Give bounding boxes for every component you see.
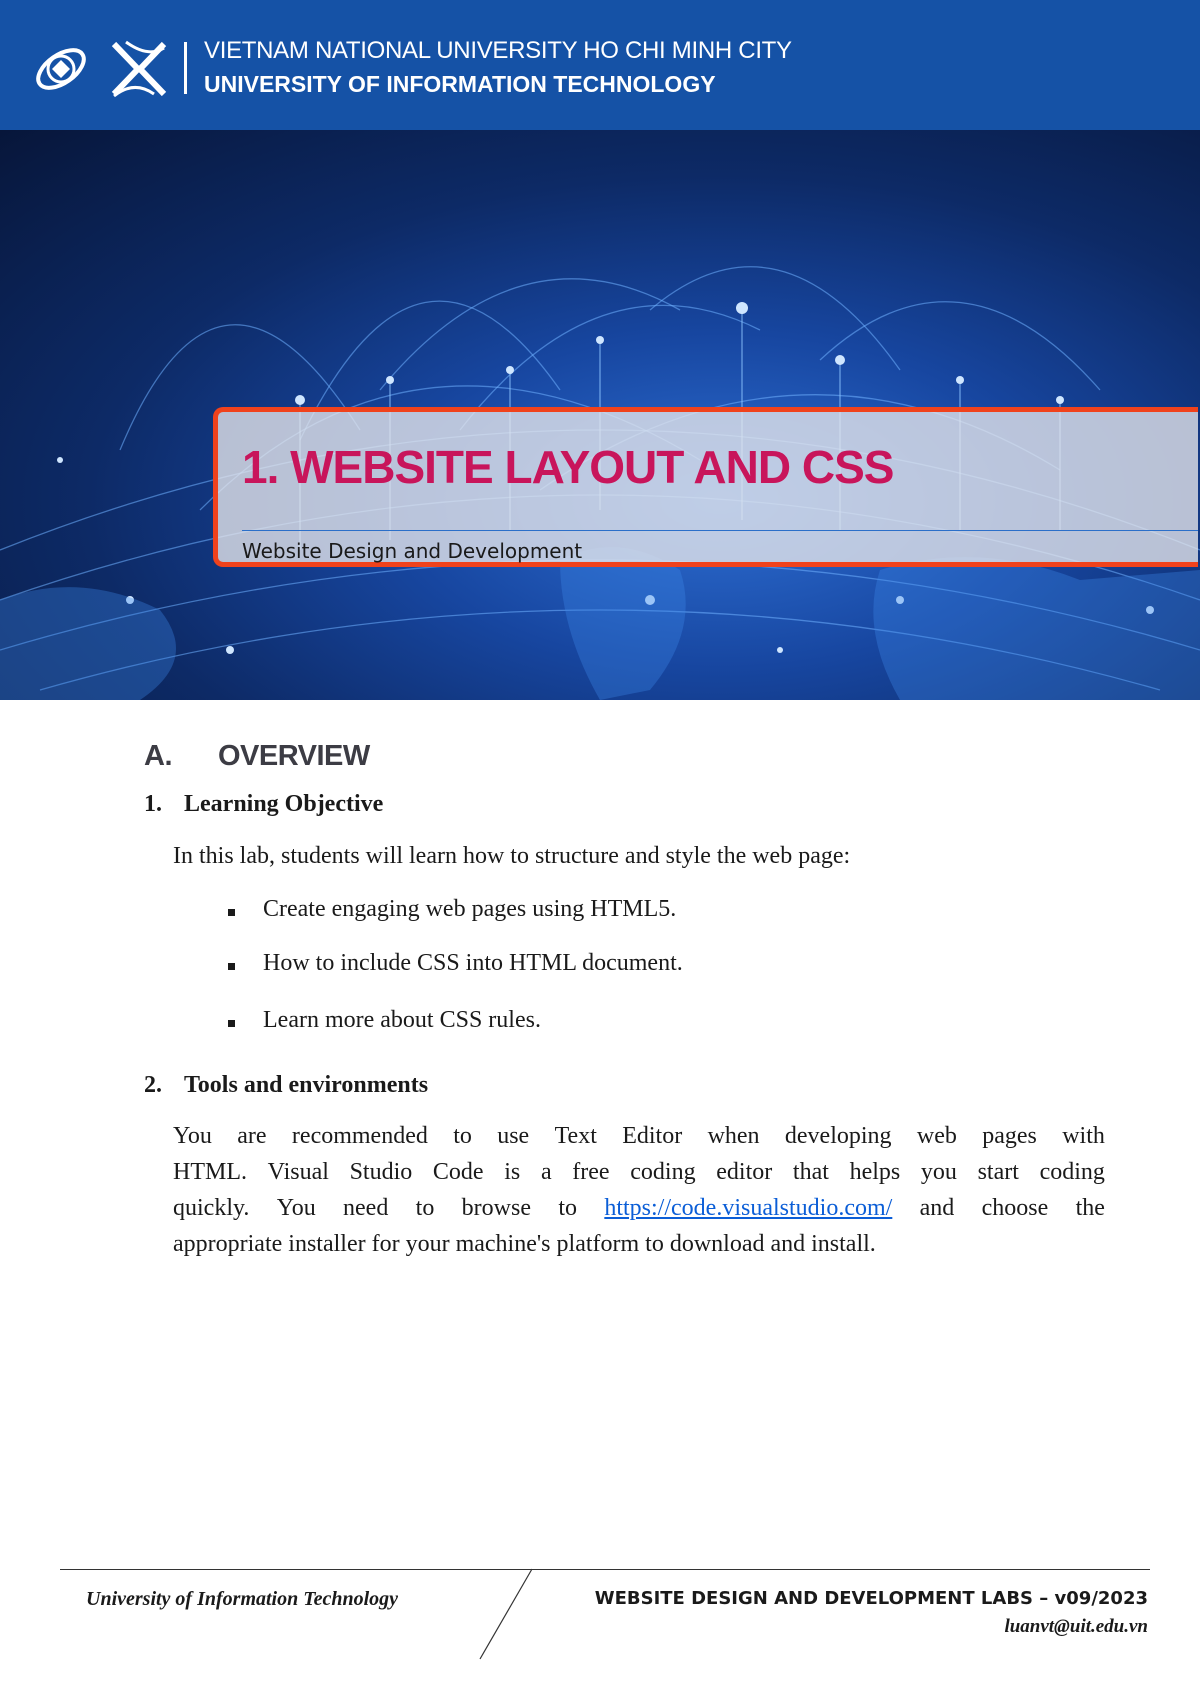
word: to [453, 1123, 472, 1149]
word: Code [432, 1159, 484, 1185]
footer-institution: University of Information Technology [86, 1588, 399, 1610]
bullet-marker [228, 909, 235, 916]
word: Visual [267, 1159, 329, 1185]
subsection-learning-objective [144, 791, 383, 818]
word: the [1075, 1195, 1105, 1221]
word: start [977, 1159, 1019, 1185]
subsection-title: Learning Objective [184, 791, 384, 817]
section-heading [144, 740, 370, 773]
word: and [919, 1195, 955, 1221]
list-item-text: Create engaging web pages using HTML5. [263, 896, 677, 922]
word: to [558, 1195, 577, 1221]
word: recommended [291, 1123, 428, 1149]
word: choose [981, 1195, 1049, 1221]
course-subtitle: Website Design and Development [242, 539, 583, 563]
section-title: OVERVIEW [218, 740, 370, 772]
subsection-title: Tools and environments [184, 1072, 429, 1098]
word: coding [1039, 1159, 1105, 1185]
word: are [237, 1123, 267, 1149]
subsection-number: 1. [144, 791, 162, 817]
title-divider [242, 530, 1198, 531]
university-system-name: VIETNAM NATIONAL UNIVERSITY HO CHI MINH CITY [204, 37, 792, 64]
footer-email: luanvt@uit.edu.vn [1004, 1616, 1148, 1637]
header-bar [0, 0, 1200, 130]
vscode-download-link[interactable]: https://code.visualstudio.com/ [604, 1195, 893, 1221]
word: to [415, 1195, 435, 1221]
bullet-marker [228, 963, 235, 970]
subsection-number: 2. [144, 1072, 162, 1098]
word: a [540, 1159, 552, 1185]
word: pages [982, 1123, 1037, 1149]
word: web [916, 1123, 957, 1149]
uit-logo [108, 38, 170, 100]
word: coding [630, 1159, 696, 1185]
paragraph-line-1 [173, 1118, 1105, 1154]
word: with [1062, 1123, 1105, 1149]
word: when [707, 1123, 760, 1149]
list-item-text: Learn more about CSS rules. [263, 1007, 541, 1033]
cover-banner [0, 130, 1200, 700]
word: Text [554, 1123, 597, 1149]
word: HTML. [173, 1159, 247, 1185]
subsection-tools [144, 1072, 428, 1099]
bullet-marker [228, 1020, 235, 1027]
word: need [343, 1195, 389, 1221]
word: Editor [622, 1123, 683, 1149]
word: You [276, 1195, 316, 1221]
word: free [572, 1159, 610, 1185]
word: quickly. [173, 1195, 250, 1221]
tools-paragraph [173, 1118, 1105, 1262]
header-divider [184, 42, 187, 94]
word: You [173, 1123, 212, 1149]
vnu-hcm-logo [32, 38, 90, 100]
paragraph-line-3 [173, 1190, 1105, 1226]
lab-title: 1. WEBSITE LAYOUT AND CSS [242, 441, 894, 493]
objective-intro: In this lab, students will learn how to structure and style the web page: [173, 843, 851, 869]
cover-title-box [213, 407, 1198, 567]
paragraph-line-2 [173, 1154, 1105, 1190]
section-letter: A. [144, 740, 172, 772]
word: is [504, 1159, 521, 1185]
word: helps [849, 1159, 901, 1185]
word: you [920, 1159, 957, 1185]
university-name: UNIVERSITY OF INFORMATION TECHNOLOGY [204, 71, 716, 97]
footer-rule-left [60, 1569, 532, 1570]
footer-course-version: WEBSITE DESIGN AND DEVELOPMENT LABS – v09/2023 [594, 1588, 1148, 1609]
word: Studio [349, 1159, 413, 1185]
paragraph-line-4: appropriate installer for your machine's platform to download and install. [173, 1231, 876, 1257]
footer-rule-right [532, 1569, 1150, 1570]
word: editor [716, 1159, 773, 1185]
word: use [497, 1123, 530, 1149]
word: developing [784, 1123, 892, 1149]
word: that [792, 1159, 829, 1185]
footer-slash-divider [476, 1568, 536, 1660]
word: browse [461, 1195, 531, 1221]
list-item-text: How to include CSS into HTML document. [263, 950, 683, 976]
